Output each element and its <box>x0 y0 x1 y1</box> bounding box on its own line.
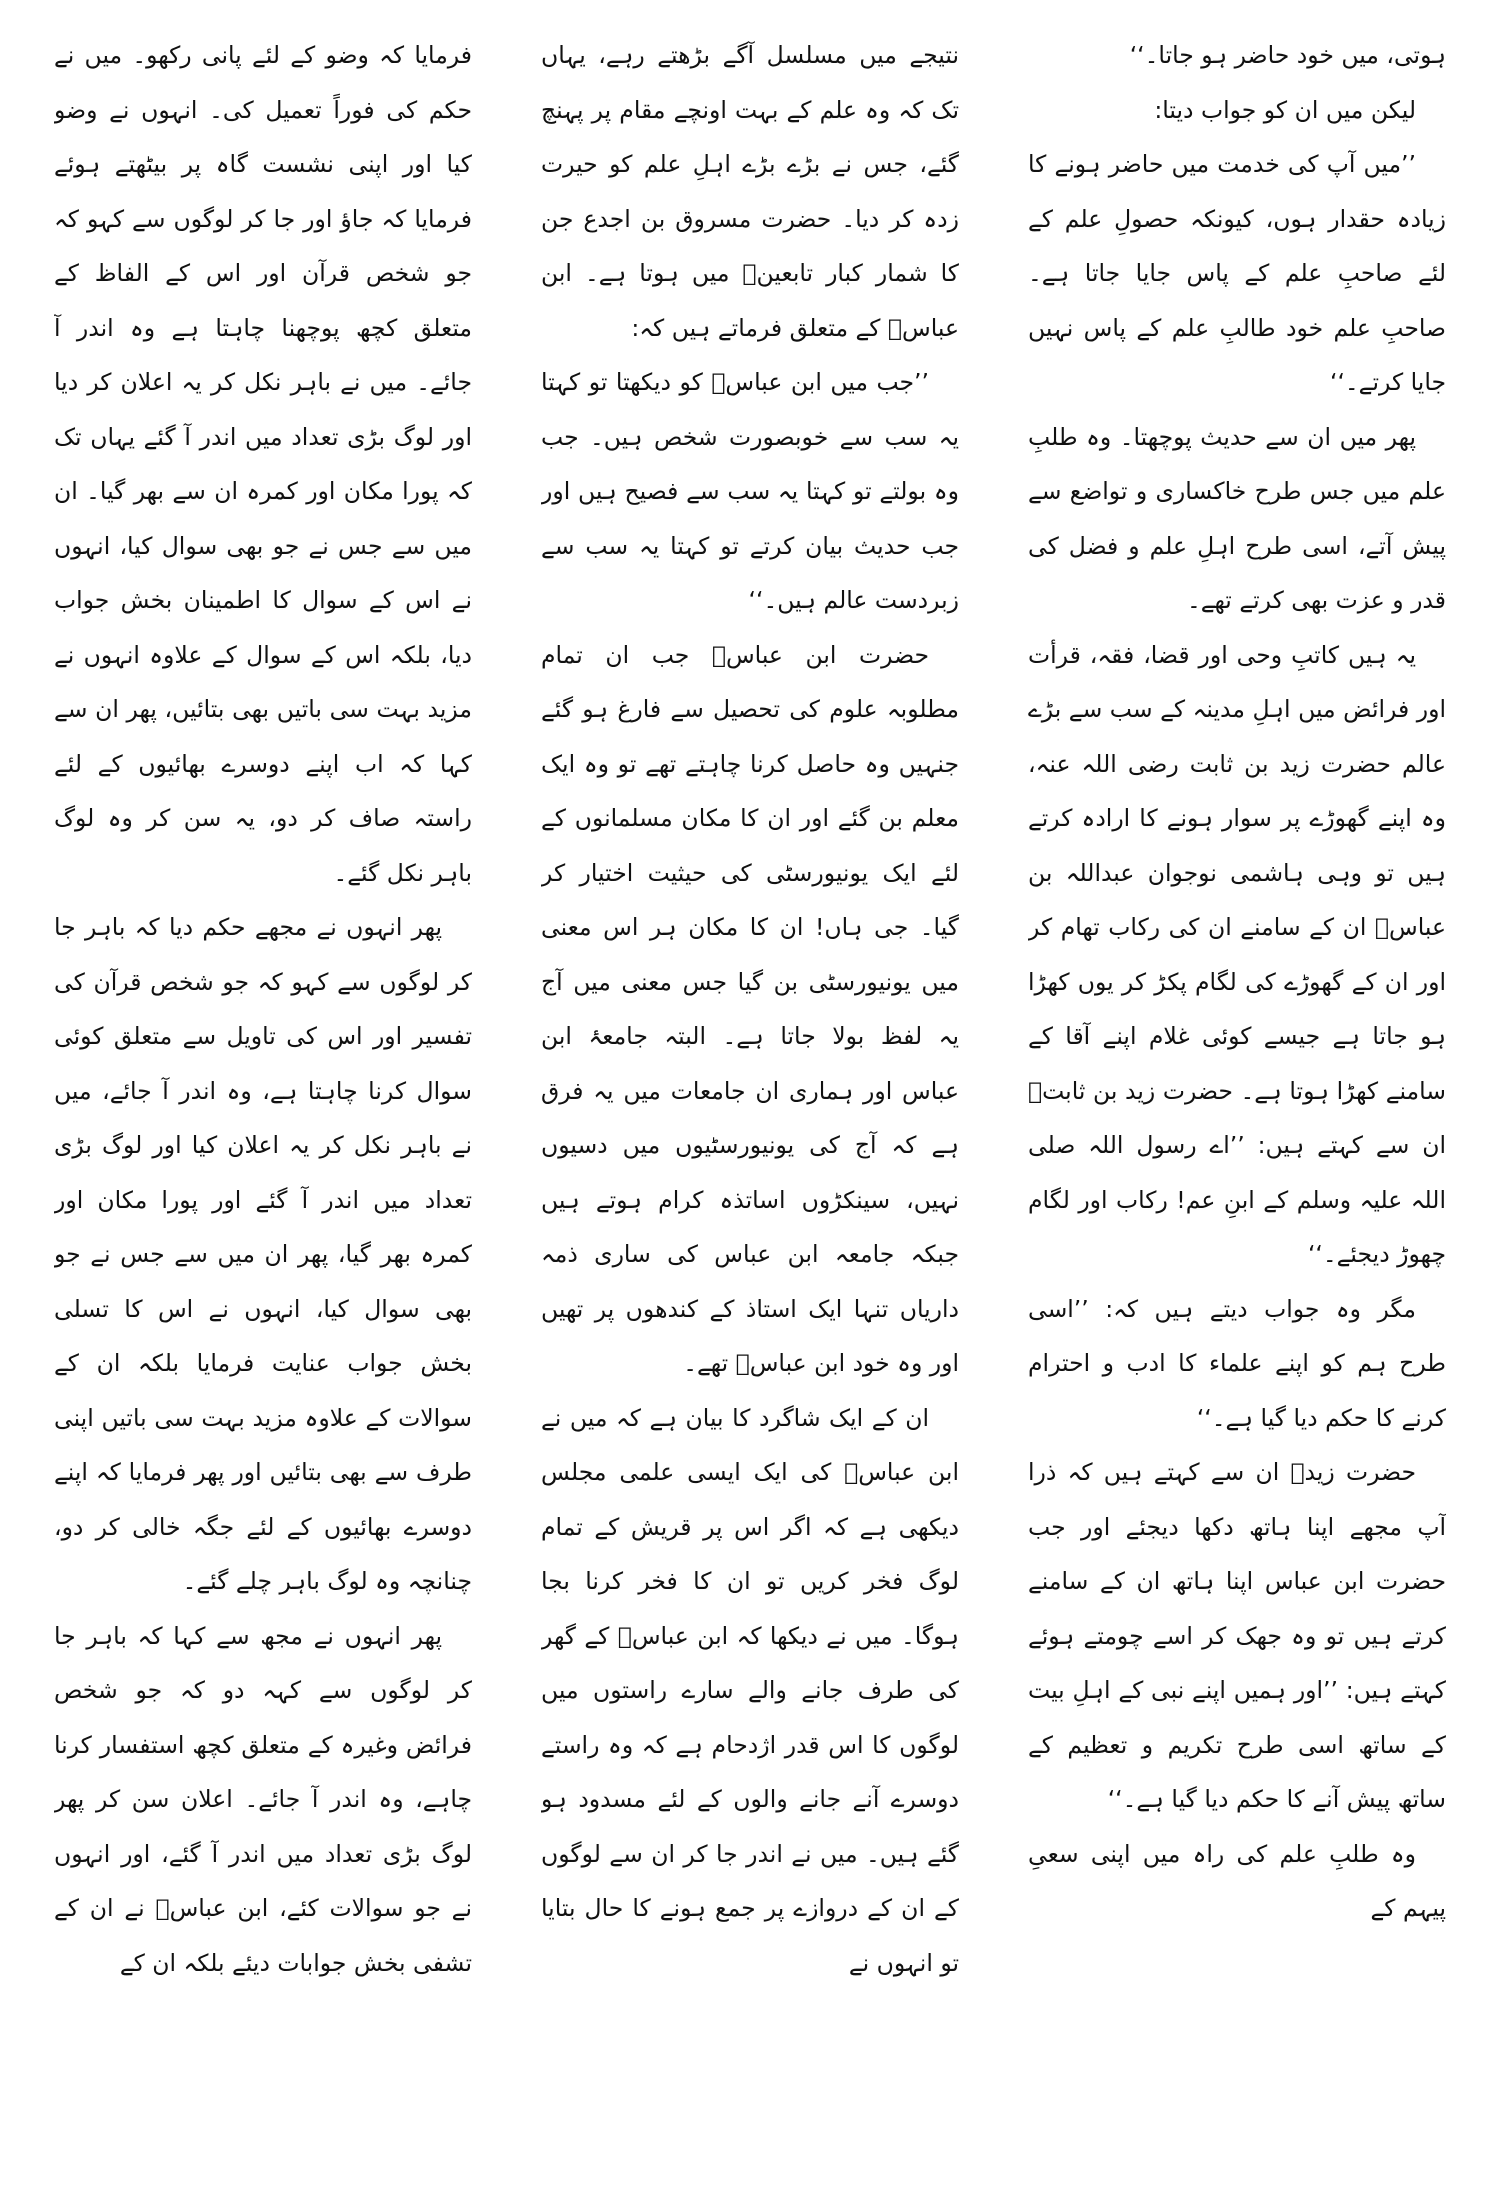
paragraph: پھر انہوں نے مجھے حکم دیا کہ باہر جا کر لوگوں سے کہو کہ جو شخص قرآن کی تفسیر اور اس کی تاویل سے متعلق کوئی سوال کرنا چاہتا ہے، وہ اندر آ جائے، میں نے باہر نکل کر یہ اعلان کیا اور لوگ بڑی تعداد میں اندر آ گئے اور پورا مکان اور کمرہ بھر گیا، پھر ان میں سے جس نے جو بھی سوال کیا، انہوں نے اس کا تسلی بخش جواب عنایت فرمایا بلکہ ان کے سوالات کے علاوہ مزید بہت سی باتیں اپنی طرف سے بھی بتائیں اور پھر فرمایا کہ اپنے دوسرے بھائیوں کے لئے جگہ خالی کر دو، چنانچہ وہ لوگ باہر چلے گئے۔ <box>54 913 472 1595</box>
paragraph: حضرت ابن عباسؓ جب ان تمام مطلوبہ علوم کی تحصیل سے فارغ ہو گئے جنہیں وہ حاصل کرنا چاہتے تھے تو وہ ایک معلم بن گئے اور ان کا مکان مسلمانوں کے لئے ایک یونیورسٹی کی حیثیت اختیار کر گیا۔ جی ہاں! ان کا مکان ہر اس معنی میں یونیورسٹی بن گیا جس معنی میں آج یہ لفظ بولا جاتا ہے۔ البتہ جامعۂ ابن عباس اور ہماری ان جامعات میں یہ فرق ہے کہ آج کی یونیورسٹیوں میں دسیوں نہیں، سینکڑوں اساتذہ کرام ہوتے ہیں جبکہ جامعہ ابن عباس کی ساری ذمہ داریاں تنہا ایک استاذ کے کندھوں پر تھیں اور وہ خود ابن عباسؓ تھے۔ <box>541 640 959 1377</box>
paragraph: نتیجے میں مسلسل آگے بڑھتے رہے، یہاں تک کہ وہ علم کے بہت اونچے مقام پر پہنچ گئے، جس نے بڑے بڑے اہلِ علم کو حیرت زدہ کر دیا۔ حضرت مسروق بن اجدع جن کا شمار کبار تابعینؒ میں ہوتا ہے۔ ابن عباسؓ کے متعلق فرماتے ہیں کہ: <box>541 41 959 342</box>
paragraph: یہ ہیں کاتبِ وحی اور قضا، فقہ، قرأت اور فرائض میں اہلِ مدینہ کے سب سے بڑے عالم حضرت زید بن ثابت رضی اللہ عنہ، وہ اپنے گھوڑے پر سوار ہونے کا ارادہ کرتے ہیں تو وہی ہاشمی نوجوان عبداللہ بن عباسؓ ان کے سامنے ان کی رکاب تھام کر اور ان کے گھوڑے کی لگام پکڑ کر یوں کھڑا ہو جاتا ہے جیسے کوئی غلام اپنے آقا کے سامنے کھڑا ہوتا ہے۔ حضرت زید بن ثابتؓ ان سے کہتے ہیں: ’’اے رسول اللہ صلی اللہ علیہ وسلم کے ابنِ عم! رکاب اور لگام چھوڑ دیجئے۔‘‘ <box>1028 640 1446 1268</box>
paragraph: ’’میں آپ کی خدمت میں حاضر ہونے کا زیادہ حقدار ہوں، کیونکہ حصولِ علم کے لئے صاحبِ علم کے پاس جایا جاتا ہے۔ صاحبِ علم خود طالبِ علم کے پاس نہیں جایا کرتے۔‘‘ <box>1028 150 1446 396</box>
paragraph: وہ طلبِ علم کی راہ میں اپنی سعیِ پیہم کے <box>1028 1839 1446 1922</box>
paragraph: حضرت زیدؓ ان سے کہتے ہیں کہ ذرا آپ مجھے اپنا ہاتھ دکھا دیجئے اور جب حضرت ابن عباس اپنا ہاتھ ان کے سامنے کرتے ہیں تو وہ جھک کر اسے چومتے ہوئے کہتے ہیں: ’’اور ہمیں اپنے نبی کے اہلِ بیت کے ساتھ اسی طرح تکریم و تعظیم کے ساتھ پیش آنے کا حکم دیا گیا ہے۔‘‘ <box>1028 1458 1446 1813</box>
paragraph: پھر میں ان سے حدیث پوچھتا۔ وہ طلبِ علم میں جس طرح خاکساری و تواضع سے پیش آتے، اسی طرح اہلِ علم و فضل کی قدر و عزت بھی کرتے تھے۔ <box>1028 422 1446 614</box>
paragraph: لیکن میں ان کو جواب دیتا: <box>1154 95 1416 124</box>
paragraph: ان کے ایک شاگرد کا بیان ہے کہ میں نے ابن عباسؓ کی ایک ایسی علمی مجلس دیکھی ہے کہ اگر اس پر قریش کے تمام لوگ فخر کریں تو ان کا فخر کرنا بجا ہوگا۔ میں نے دیکھا کہ ابن عباسؓ کے گھر کی طرف جانے والے سارے راستوں میں لوگوں کا اس قدر اژدحام ہے کہ وہ راستے دوسرے آنے جانے والوں کے لئے مسدود ہو گئے ہیں۔ میں نے اندر جا کر ان سے لوگوں کے ان کے دروازے پر جمع ہونے کا حال بتایا تو انہوں نے <box>541 1403 959 1977</box>
column-middle <box>541 28 959 2178</box>
paragraph: پھر انہوں نے مجھ سے کہا کہ باہر جا کر لوگوں سے کہہ دو کہ جو شخص فرائض وغیرہ کے متعلق کچھ استفسار کرنا چاہے، وہ اندر آ جائے۔ اعلان سن کر پھر لوگ بڑی تعداد میں اندر آ گئے، اور انہوں نے جو سوالات کئے، ابن عباسؓ نے ان کے تشفی بخش جوابات دیئے بلکہ ان کے <box>54 1621 472 1977</box>
paragraph: ’’جب میں ابن عباسؓ کو دیکھتا تو کہتا یہ سب سے خوبصورت شخص ہیں۔ جب وہ بولتے تو کہتا یہ سب سے فصیح ہیں اور جب حدیث بیان کرتے تو کہتا یہ سب سے زبردست عالم ہیں۔‘‘ <box>541 368 959 614</box>
column-right <box>1028 28 1446 2178</box>
paragraph: فرمایا کہ وضو کے لئے پانی رکھو۔ میں نے حکم کی فوراً تعمیل کی۔ انہوں نے وضو کیا اور اپنی نشست گاہ پر بیٹھتے ہوئے فرمایا کہ جاؤ اور جا کر لوگوں سے کہو کہ جو شخص قرآن اور اس کے الفاظ کے متعلق کچھ پوچھنا چاہتا ہے وہ اندر آ جائے۔ میں نے باہر نکل کر یہ اعلان کر دیا اور لوگ بڑی تعداد میں اندر آ گئے یہاں تک کہ پورا مکان اور کمرہ ان سے بھر گیا۔ ان میں سے جس نے جو بھی سوال کیا، انہوں نے اس کے سوال کا اطمینان بخش جواب دیا، بلکہ اس کے سوال کے علاوہ انہوں نے مزید بہت سی باتیں بھی بتائیں، پھر ان سے کہا کہ اب اپنے دوسرے بھائیوں کے لئے راستہ صاف کر دو، یہ سن کر وہ لوگ باہر نکل گئے۔ <box>54 41 472 887</box>
paragraph: ہوتی، میں خود حاضر ہو جاتا۔‘‘ <box>1129 41 1446 69</box>
paragraph: مگر وہ جواب دیتے ہیں کہ: ’’اسی طرح ہم کو اپنے علماء کا ادب و احترام کرنے کا حکم دیا گیا ہے۔‘‘ <box>1028 1294 1446 1432</box>
column-left <box>54 28 472 2178</box>
